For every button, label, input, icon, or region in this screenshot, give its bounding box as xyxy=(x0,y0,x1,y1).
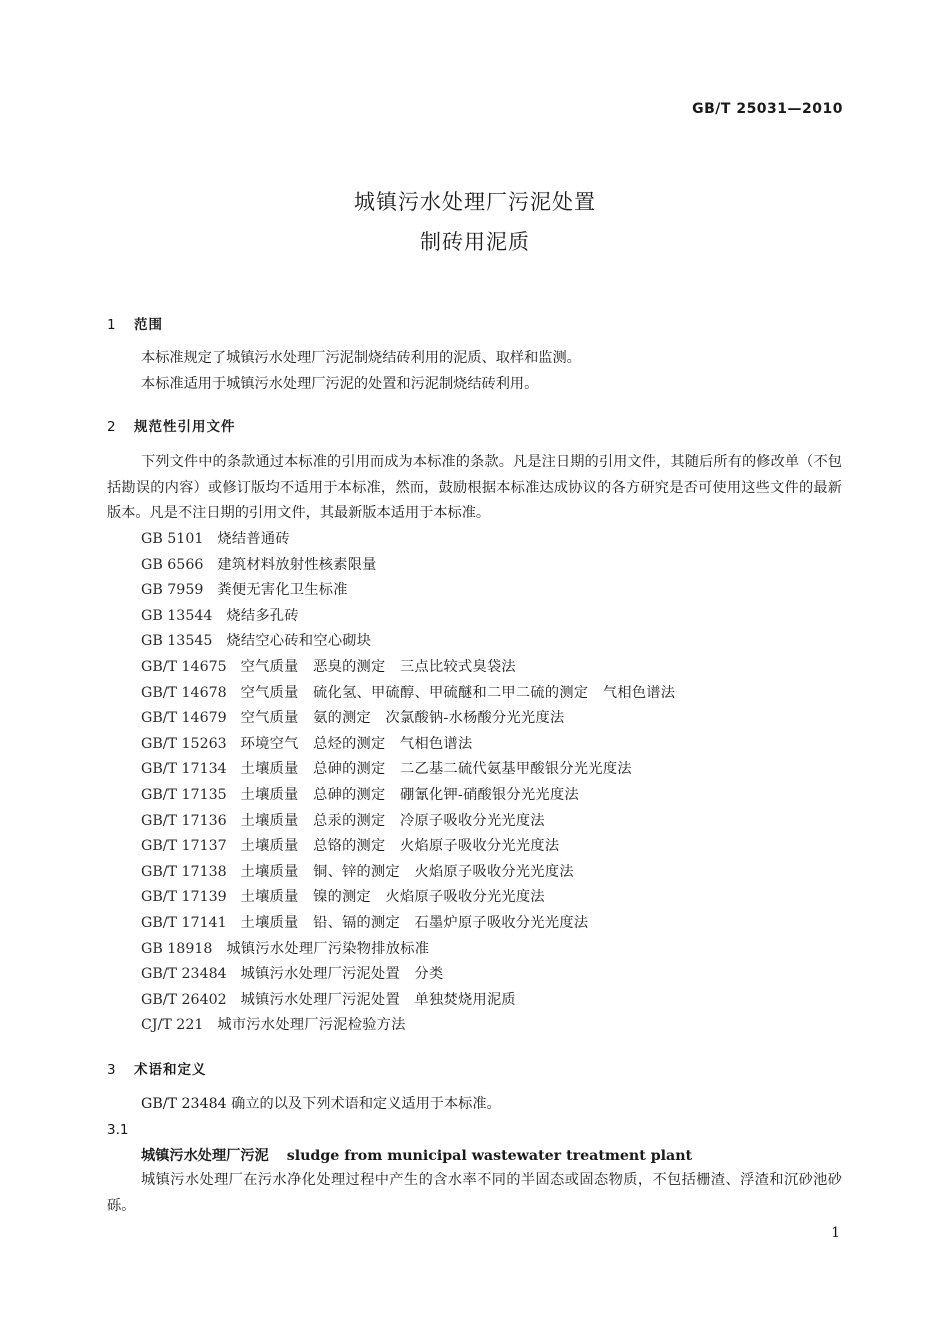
reference-code: GB/T 14678 xyxy=(141,684,227,701)
document-title-line1: 城镇污水处理厂污泥处置 xyxy=(354,190,596,214)
section-1-paragraph-1: 本标准规定了城镇污水处理厂污泥制烧结砖利用的泥质、取样和监测。 xyxy=(141,350,581,366)
section-number: 2 xyxy=(107,419,117,435)
reference-code: GB/T 17139 xyxy=(141,889,227,906)
reference-name: 烧结空心砖和空心砌块 xyxy=(226,633,372,650)
reference-item xyxy=(141,937,675,963)
reference-code: CJ/T 221 xyxy=(141,1017,204,1034)
document-title-line2: 制砖用泥质 xyxy=(420,230,530,254)
section-2-heading xyxy=(107,415,236,435)
term-title-en: sludge from municipal wastewater treatment plant xyxy=(286,1148,693,1164)
reference-code: GB/T 17137 xyxy=(141,838,227,855)
reference-name: 建筑材料放射性核素限量 xyxy=(217,556,377,573)
section-title: 术语和定义 xyxy=(134,1062,207,1078)
reference-code: GB/T 26402 xyxy=(141,991,227,1008)
reference-code: GB/T 17134 xyxy=(141,761,227,778)
reference-item xyxy=(141,732,675,758)
normative-references-list xyxy=(141,527,675,1039)
reference-name: 环境空气 总烃的测定 气相色谱法 xyxy=(240,735,473,752)
reference-item xyxy=(141,553,675,579)
reference-name: 土壤质量 总砷的测定 二乙基二硫代氨基甲酸银分光光度法 xyxy=(240,761,632,778)
term-definition: 城镇污水处理厂在污水净化处理过程中产生的含水率不同的半固态或固态物质，不包括栅渣、浮渣和沉砂池砂砾。 xyxy=(107,1172,842,1214)
reference-code: GB/T 14675 xyxy=(141,658,227,675)
reference-item xyxy=(141,757,675,783)
reference-item xyxy=(141,809,675,835)
reference-name: 城镇污水处理厂污泥处置 单独焚烧用泥质 xyxy=(240,991,516,1008)
reference-item xyxy=(141,783,675,809)
reference-name: 城市污水处理厂污泥检验方法 xyxy=(217,1017,406,1034)
section-1-heading xyxy=(107,313,163,333)
page-number: 1 xyxy=(831,1225,840,1241)
section-title: 范围 xyxy=(134,317,163,333)
reference-item xyxy=(141,1013,675,1039)
reference-name: 土壤质量 总砷的测定 硼氰化钾-硝酸银分光光度法 xyxy=(240,786,579,803)
reference-code: GB/T 23484 xyxy=(141,966,227,983)
reference-item xyxy=(141,834,675,860)
section-title: 规范性引用文件 xyxy=(134,419,236,435)
section-3-heading xyxy=(107,1058,207,1078)
reference-name: 城镇污水处理厂污泥处置 分类 xyxy=(240,966,444,983)
reference-item xyxy=(141,860,675,886)
reference-item xyxy=(141,706,675,732)
reference-code: GB/T 15263 xyxy=(141,735,227,752)
reference-name: 粪便无害化卫生标准 xyxy=(217,582,348,599)
reference-code: GB/T 17138 xyxy=(141,863,227,880)
reference-item xyxy=(141,911,675,937)
reference-name: 土壤质量 铜、锌的测定 火焰原子吸收分光光度法 xyxy=(240,863,574,880)
standard-code: GB/T 25031—2010 xyxy=(692,101,843,117)
reference-item xyxy=(141,655,675,681)
section-3-intro: GB/T 23484 确立的以及下列术语和定义适用于本标准。 xyxy=(141,1096,501,1112)
reference-name: 土壤质量 总汞的测定 冷原子吸收分光光度法 xyxy=(240,812,545,829)
reference-name: 土壤质量 镍的测定 火焰原子吸收分光光度法 xyxy=(240,889,545,906)
reference-item xyxy=(141,681,675,707)
reference-name: 城镇污水处理厂污染物排放标准 xyxy=(226,940,430,957)
reference-item xyxy=(141,604,675,630)
section-1-paragraph-2: 本标准适用于城镇污水处理厂污泥的处置和污泥制烧结砖利用。 xyxy=(141,376,539,392)
reference-item xyxy=(141,988,675,1014)
section-number: 3 xyxy=(107,1062,117,1078)
reference-item xyxy=(141,629,675,655)
term-title-zh: 城镇污水处理厂污泥 xyxy=(141,1148,269,1164)
reference-code: GB 13545 xyxy=(141,633,213,650)
section-number: 1 xyxy=(107,317,117,333)
reference-name: 土壤质量 总铬的测定 火焰原子吸收分光光度法 xyxy=(240,838,560,855)
reference-name: 烧结普通砖 xyxy=(217,531,290,547)
reference-code: GB 5101 xyxy=(141,531,204,547)
reference-code: GB 13544 xyxy=(141,607,213,624)
reference-item xyxy=(141,578,675,604)
reference-name: 空气质量 硫化氢、甲硫醇、甲硫醚和二甲二硫的测定 气相色谱法 xyxy=(240,684,676,701)
reference-code: GB 7959 xyxy=(141,582,204,599)
reference-item xyxy=(141,527,675,553)
reference-code: GB 6566 xyxy=(141,556,204,573)
reference-name: 空气质量 氨的测定 次氯酸钠-水杨酸分光光度法 xyxy=(240,710,565,727)
reference-code: GB/T 14679 xyxy=(141,710,227,727)
term-number: 3.1 xyxy=(107,1122,129,1138)
reference-name: 空气质量 恶臭的测定 三点比较式臭袋法 xyxy=(240,658,516,675)
reference-code: GB/T 17141 xyxy=(141,914,227,931)
reference-code: GB 18918 xyxy=(141,940,213,957)
reference-code: GB/T 17135 xyxy=(141,786,227,803)
reference-code: GB/T 17136 xyxy=(141,812,227,829)
reference-name: 土壤质量 铅、镉的测定 石墨炉原子吸收分光光度法 xyxy=(240,914,589,931)
term-title xyxy=(141,1145,692,1165)
reference-item xyxy=(141,885,675,911)
section-2-intro: 下列文件中的条款通过本标准的引用而成为本标准的条款。凡是注日期的引用文件，其随后所有的修改单（不包括勘误的内容）或修订版均不适用于本标准，然而，鼓励根据本标准达成协议的各方研究是否可使用这些文件的最新版本。凡是不注日期的引用文件，其最新版本适用于本标准。 xyxy=(107,454,842,521)
reference-name: 烧结多孔砖 xyxy=(226,607,299,624)
reference-item xyxy=(141,962,675,988)
